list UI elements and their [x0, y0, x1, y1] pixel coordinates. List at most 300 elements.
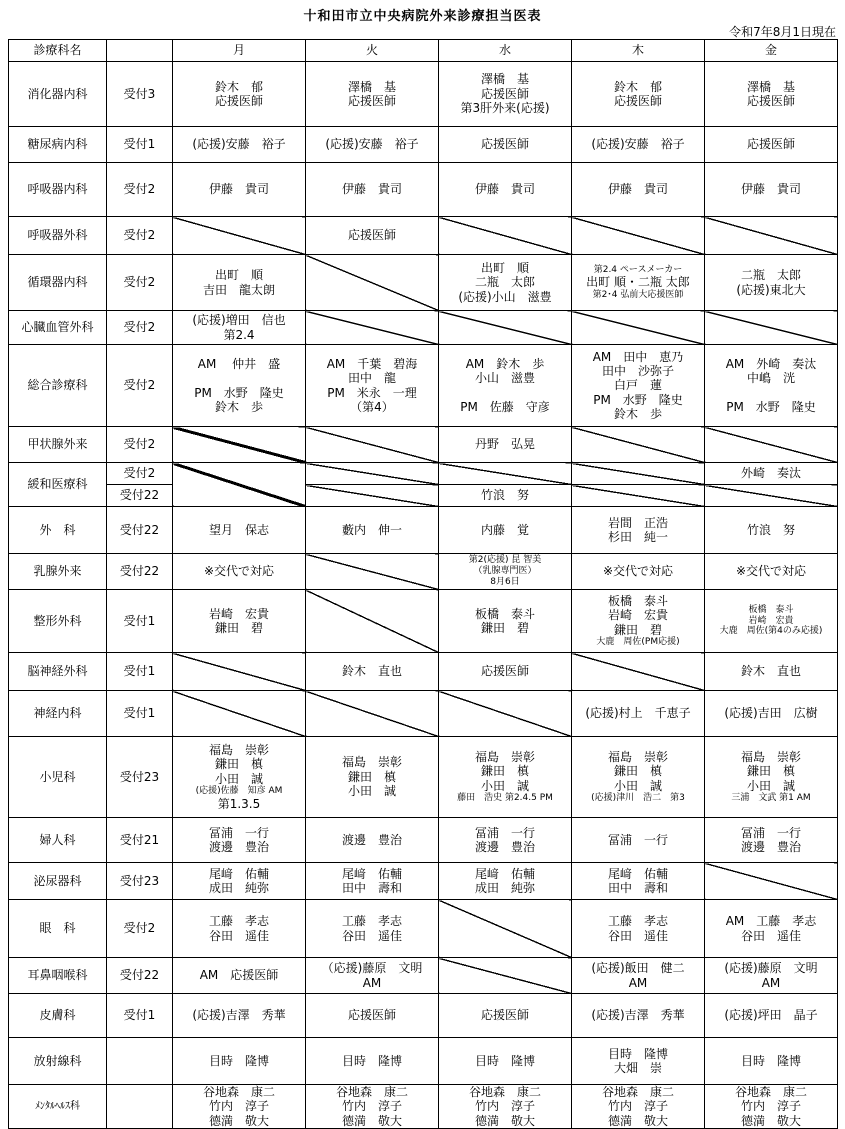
reception-number: 受付1	[107, 691, 173, 737]
doctor-line: (応援)東北大	[736, 282, 806, 297]
doctor-line: 出町 順・二瓶 太郎	[586, 275, 690, 290]
doctor-line: 小山 滋豊	[474, 371, 535, 386]
doctor-cell	[173, 863, 306, 900]
reception-number	[107, 1085, 173, 1129]
doctor-cell	[439, 427, 572, 463]
doctor-line: 岩崎 宏貴	[607, 608, 668, 623]
header-day: 月	[173, 40, 306, 62]
doctor-cell	[173, 994, 306, 1038]
schedule-row	[9, 345, 838, 427]
doctor-cell	[439, 345, 572, 427]
doctor-line: （第4）	[350, 399, 394, 414]
doctor-cell	[306, 863, 439, 900]
header-dept: 診療科名	[9, 40, 107, 62]
reception-number: 受付2	[107, 217, 173, 255]
doctor-cell	[439, 554, 572, 590]
doctor-line: 谷田 遥佳	[341, 928, 402, 943]
header-row	[9, 40, 838, 62]
doctor-line: 応援医師	[480, 86, 529, 101]
doctor-cell	[572, 1085, 705, 1129]
doctor-cell	[705, 127, 838, 163]
schedule-row	[9, 737, 838, 818]
doctor-line: 丹野 弘晃	[474, 437, 535, 452]
doctor-cell	[173, 590, 306, 653]
empty-slot-cell	[173, 217, 306, 255]
doctor-line: 岩間 正浩	[607, 515, 668, 530]
doctor-line: 鎌田 槙	[613, 764, 662, 779]
doctor-cell	[306, 737, 439, 818]
doctor-cell	[439, 1038, 572, 1085]
doctor-line: 出町 順	[214, 268, 263, 283]
doctor-line: AM 仲井 盛	[197, 356, 281, 371]
doctor-line: 二瓶 太郎	[474, 275, 535, 290]
doctor-line: 澤橋 基	[746, 79, 795, 94]
schedule-row	[9, 255, 838, 311]
doctor-line: 小田 誠	[480, 778, 529, 793]
doctor-cell	[705, 463, 838, 485]
doctor-cell	[306, 1038, 439, 1085]
doctor-cell	[572, 127, 705, 163]
doctor-cell	[173, 818, 306, 863]
schedule-row	[9, 62, 838, 127]
schedule-row	[9, 127, 838, 163]
doctor-line: 鈴木 郁	[214, 79, 263, 94]
header-day: 水	[439, 40, 572, 62]
doctor-line: 渡邊 豊治	[208, 840, 269, 854]
doctor-line: 谷地森 康二	[468, 1085, 541, 1099]
doctor-line: 冨浦 一行	[208, 825, 269, 840]
doctor-cell	[572, 691, 705, 737]
empty-slot-cell	[705, 863, 838, 900]
doctor-cell	[306, 507, 439, 554]
department-name: 呼吸器内科	[9, 163, 107, 217]
schedule-row	[9, 590, 838, 653]
doctor-line: 第2･4 弘前大応援医師	[592, 289, 684, 300]
doctor-line: (応援)村上 千恵子	[585, 706, 691, 721]
doctor-line: 第3肝外来(応援)	[460, 101, 550, 116]
doctor-line: 応援医師	[613, 94, 662, 108]
schedule-row	[9, 485, 838, 507]
doctor-line: 鎌田 槙	[214, 757, 263, 772]
department-name: 婦人科	[9, 818, 107, 863]
doctor-line: AM 外崎 奏汰	[725, 356, 817, 371]
doctor-cell	[705, 994, 838, 1038]
doctor-cell	[306, 62, 439, 127]
doctor-line: 吉田 龍太朗	[202, 282, 275, 297]
schedule-row	[9, 1085, 838, 1129]
doctor-line: PM 水野 隆史	[726, 399, 816, 414]
doctor-line: 德満 敬大	[341, 1113, 402, 1128]
doctor-line: ※交代で対応	[203, 564, 275, 579]
doctor-cell	[173, 958, 306, 994]
doctor-line: 德満 敬大	[208, 1113, 269, 1128]
header-recep	[107, 40, 173, 62]
doctor-line: 目時 隆博	[740, 1053, 801, 1068]
doctor-cell	[173, 255, 306, 311]
doctor-line: 鈴木 郁	[613, 79, 662, 94]
doctor-line: 田中 沙弥子	[601, 363, 674, 378]
empty-slot-cell	[173, 691, 306, 737]
doctor-cell	[306, 1085, 439, 1129]
department-name: 呼吸器外科	[9, 217, 107, 255]
doctor-line: AM	[761, 975, 781, 990]
doctor-line: 板橋 泰斗	[474, 606, 535, 621]
doctor-line: 応援医師	[347, 228, 396, 243]
doctor-line	[175, 371, 303, 385]
empty-slot-cell	[572, 485, 705, 507]
empty-slot-cell	[705, 427, 838, 463]
doctor-cell	[572, 345, 705, 427]
reception-number: 受付1	[107, 590, 173, 653]
doctor-line: 応援医師	[214, 94, 263, 108]
doctor-line: 鎌田 碧	[613, 622, 662, 637]
doctor-line: 応援医師	[480, 664, 529, 679]
department-name: 甲状腺外来	[9, 427, 107, 463]
schedule-row	[9, 994, 838, 1038]
doctor-line: 第1.3.5	[217, 796, 261, 811]
doctor-line: 尾﨑 佑輔	[607, 866, 668, 881]
doctor-line: 内藤 覚	[480, 522, 529, 537]
empty-slot-cell	[306, 255, 439, 311]
doctor-cell	[705, 900, 838, 958]
empty-slot-cell	[173, 463, 306, 507]
empty-slot-cell	[572, 311, 705, 345]
empty-slot-cell	[572, 217, 705, 255]
department-name: 総合診療科	[9, 345, 107, 427]
doctor-cell	[173, 900, 306, 958]
reception-number: 受付2	[107, 345, 173, 427]
doctor-cell	[705, 653, 838, 691]
doctor-cell	[705, 62, 838, 127]
doctor-line: 澤橋 基	[347, 79, 396, 94]
department-name: 耳鼻咽喉科	[9, 958, 107, 994]
doctor-line: 第2(応援) 昆 智美	[468, 555, 542, 566]
doctor-line: ※交代で対応	[735, 564, 807, 579]
empty-slot-cell	[306, 463, 439, 485]
doctor-line: 澤橋 基	[480, 72, 529, 87]
schedule-row	[9, 163, 838, 217]
empty-slot-cell	[173, 427, 306, 463]
doctor-line: 鎌田 碧	[480, 621, 529, 635]
doctor-line: 小田 誠	[214, 771, 263, 786]
department-name: 泌尿器科	[9, 863, 107, 900]
doctor-line: 谷地森 康二	[335, 1085, 408, 1099]
doctor-cell	[306, 127, 439, 163]
reception-number: 受付1	[107, 653, 173, 691]
schedule-row	[9, 427, 838, 463]
doctor-line: 目時 隆博	[208, 1053, 269, 1068]
doctor-cell	[572, 737, 705, 818]
empty-slot-cell	[705, 217, 838, 255]
doctor-line: 田中 壽和	[607, 881, 668, 895]
reception-number: 受付23	[107, 737, 173, 818]
department-name: 脳神経外科	[9, 653, 107, 691]
doctor-cell	[439, 994, 572, 1038]
reception-number: 受付22	[107, 485, 173, 507]
doctor-line: PM 米永 一理	[327, 385, 417, 400]
doctor-cell	[705, 691, 838, 737]
department-name: 緩和医療科	[9, 463, 107, 507]
empty-slot-cell	[306, 590, 439, 653]
doctor-line: 小田 誠	[746, 778, 795, 793]
doctor-line: 竹内 淳子	[740, 1099, 801, 1114]
doctor-line: 第2.4 ペースメーカー	[593, 264, 683, 275]
doctor-line: PM 水野 隆史	[194, 385, 284, 400]
schedule-row	[9, 507, 838, 554]
doctor-cell	[439, 737, 572, 818]
doctor-cell	[439, 255, 572, 311]
doctor-line: 応援医師	[347, 94, 396, 108]
doctor-line: 田中 壽和	[341, 881, 402, 895]
doctor-cell	[572, 818, 705, 863]
doctor-line: 福島 崇彰	[208, 742, 269, 757]
doctor-cell	[439, 62, 572, 127]
doctor-line: (応援)吉澤 秀華	[192, 1008, 286, 1023]
doctor-cell	[173, 127, 306, 163]
department-name: 放射線科	[9, 1038, 107, 1085]
doctor-line: (応援)増田 信也	[192, 313, 286, 328]
doctor-line: 成田 純弥	[208, 881, 269, 895]
doctor-line: 竹内 淳子	[607, 1099, 668, 1114]
doctor-line: 竹内 淳子	[341, 1099, 402, 1114]
doctor-line: 竹浪 努	[480, 488, 529, 503]
doctor-cell	[439, 1085, 572, 1129]
doctor-line	[707, 386, 835, 400]
doctor-cell	[572, 62, 705, 127]
doctor-line: 工藤 孝志	[208, 914, 269, 929]
empty-slot-cell	[439, 958, 572, 994]
doctor-cell	[572, 507, 705, 554]
department-name: 循環器内科	[9, 255, 107, 311]
doctor-cell	[705, 1085, 838, 1129]
department-name: 皮膚科	[9, 994, 107, 1038]
doctor-line: 谷地森 康二	[734, 1085, 807, 1099]
doctor-cell	[705, 255, 838, 311]
doctor-line: 出町 順	[480, 260, 529, 275]
doctor-cell	[705, 590, 838, 653]
doctor-line: PM 佐藤 守彦	[460, 399, 550, 414]
department-name: 乳腺外来	[9, 554, 107, 590]
doctor-line: 鈴木 直也	[740, 664, 801, 679]
doctor-line: 田中 龍	[347, 371, 396, 386]
doctor-line: 第2.4	[223, 327, 255, 342]
doctor-cell	[572, 863, 705, 900]
doctor-cell	[439, 653, 572, 691]
doctor-cell	[705, 507, 838, 554]
empty-slot-cell	[306, 427, 439, 463]
empty-slot-cell	[572, 463, 705, 485]
doctor-line: 谷地森 康二	[601, 1085, 674, 1099]
doctor-line: 工藤 孝志	[341, 914, 402, 929]
reception-number: 受付2	[107, 463, 173, 485]
reception-number: 受付2	[107, 900, 173, 958]
empty-slot-cell	[439, 463, 572, 485]
doctor-line: 鎌田 槙	[480, 764, 529, 779]
department-name: 消化器内科	[9, 62, 107, 127]
doctor-cell	[173, 1085, 306, 1129]
schedule-row	[9, 311, 838, 345]
doctor-cell	[572, 900, 705, 958]
empty-slot-cell	[705, 311, 838, 345]
empty-slot-cell	[439, 311, 572, 345]
doctor-line: 德満 敬大	[474, 1113, 535, 1128]
page-title: 十和田市立中央病院外来診療担当医表	[303, 9, 542, 24]
empty-slot-cell	[306, 311, 439, 345]
doctor-line: （応援)藤原 文明	[321, 961, 423, 976]
doctor-line: 伊藤 貴司	[740, 182, 801, 197]
empty-slot-cell	[572, 427, 705, 463]
doctor-cell	[306, 900, 439, 958]
doctor-line: (応援)安藤 裕子	[591, 137, 685, 152]
doctor-line: 伊藤 貴司	[474, 182, 535, 197]
doctor-line: 谷田 遥佳	[208, 928, 269, 943]
doctor-line: (応援)安藤 裕子	[325, 137, 419, 152]
doctor-cell	[306, 653, 439, 691]
reception-number: 受付2	[107, 311, 173, 345]
doctor-line: 二瓶 太郎	[740, 268, 801, 283]
department-name: 心臓血管外科	[9, 311, 107, 345]
empty-slot-cell	[306, 554, 439, 590]
header-day: 木	[572, 40, 705, 62]
schedule-row	[9, 463, 838, 485]
department-name: 神経内科	[9, 691, 107, 737]
empty-slot-cell	[439, 691, 572, 737]
doctor-line: 伊藤 貴司	[607, 182, 668, 197]
doctor-line: 德満 敬大	[740, 1113, 801, 1128]
doctor-line: 竹内 淳子	[474, 1099, 535, 1114]
doctor-cell	[306, 163, 439, 217]
doctor-line: 谷地森 康二	[202, 1085, 275, 1099]
doctor-line: 福島 崇彰	[740, 750, 801, 765]
reception-number: 受付3	[107, 62, 173, 127]
doctor-cell	[705, 1038, 838, 1085]
doctor-cell	[572, 163, 705, 217]
reception-number: 受付22	[107, 507, 173, 554]
schedule-row	[9, 653, 838, 691]
empty-slot-cell	[705, 485, 838, 507]
doctor-cell	[705, 958, 838, 994]
doctor-line: (応援)小山 滋豊	[458, 289, 552, 304]
doctor-line: AM 応援医師	[199, 968, 279, 983]
doctor-line: (応援)坪田 晶子	[724, 1008, 818, 1023]
doctor-line: （乳腺専門医）	[473, 566, 537, 577]
doctor-line: 小田 誠	[613, 778, 662, 793]
doctor-line: 鈴木 直也	[341, 664, 402, 679]
doctor-line: 德満 敬大	[607, 1113, 668, 1128]
doctor-line: 渡邊 豊治	[341, 832, 402, 847]
header-day: 金	[705, 40, 838, 62]
doctor-cell	[572, 554, 705, 590]
department-name: ﾒﾝﾀﾙﾍﾙｽ科	[9, 1085, 107, 1129]
doctor-line: 鈴木 歩	[613, 407, 662, 422]
schedule-row	[9, 554, 838, 590]
doctor-line	[441, 386, 569, 400]
doctor-line: 谷田 遥佳	[740, 928, 801, 943]
doctor-line: 渡邊 豊治	[740, 840, 801, 854]
department-name: 外 科	[9, 507, 107, 554]
doctor-cell	[439, 590, 572, 653]
doctor-line: AM	[628, 975, 648, 990]
doctor-line: 目時 隆博	[474, 1053, 535, 1068]
doctor-line: 中嶋 洸	[746, 371, 795, 386]
doctor-line: 目時 隆博	[341, 1053, 402, 1068]
empty-slot-cell	[439, 217, 572, 255]
doctor-line: 藤田 浩史 第2.4.5 PM	[457, 793, 553, 804]
header-day: 火	[306, 40, 439, 62]
reception-number: 受付22	[107, 958, 173, 994]
doctor-line: (応援)安藤 裕子	[192, 137, 286, 152]
doctor-line: 杉田 純一	[607, 530, 668, 544]
doctor-line: 岩崎 宏貴	[748, 615, 794, 626]
doctor-line: 岩崎 宏貴	[208, 606, 269, 621]
empty-slot-cell	[173, 653, 306, 691]
doctor-cell	[306, 818, 439, 863]
doctor-line: 大畑 崇	[613, 1061, 662, 1075]
doctor-line: 応援医師	[480, 1008, 529, 1023]
doctor-line: 伊藤 貴司	[208, 182, 269, 197]
doctor-cell	[705, 818, 838, 863]
doctor-line: 福島 崇彰	[607, 750, 668, 765]
doctor-line: 応援医師	[347, 1008, 396, 1023]
doctor-line: AM 鈴木 歩	[465, 356, 545, 371]
department-name: 糖尿病内科	[9, 127, 107, 163]
doctor-line: 板橋 泰斗	[748, 604, 794, 615]
doctor-line: 藪内 伸一	[341, 522, 402, 537]
doctor-cell	[439, 485, 572, 507]
doctor-line: 8月6日	[490, 576, 520, 587]
doctor-line: 伊藤 貴司	[341, 182, 402, 197]
doctor-cell	[306, 345, 439, 427]
doctor-cell	[173, 1038, 306, 1085]
reception-number	[107, 1038, 173, 1085]
doctor-line: 小田 誠	[347, 784, 396, 799]
doctor-line: 福島 崇彰	[341, 755, 402, 770]
doctor-cell	[705, 737, 838, 818]
doctor-line: 工藤 孝志	[607, 914, 668, 929]
doctor-cell	[572, 255, 705, 311]
doctor-line: PM 水野 隆史	[593, 392, 683, 407]
doctor-line: AM 工藤 孝志	[725, 914, 817, 929]
doctor-cell	[173, 311, 306, 345]
doctor-cell	[572, 994, 705, 1038]
doctor-line: 三浦 文武 第1 AM	[731, 793, 811, 804]
doctor-line: 冨浦 一行	[607, 832, 668, 847]
doctor-line: 鎌田 槙	[347, 769, 396, 784]
empty-slot-cell	[572, 653, 705, 691]
doctor-line: (応援)飯田 健二	[591, 961, 685, 976]
doctor-line: (応援)藤原 文明	[724, 961, 818, 976]
doctor-line: 尾﨑 佑輔	[341, 866, 402, 881]
schedule-row	[9, 900, 838, 958]
doctor-line: AM	[362, 975, 382, 990]
department-name: 整形外科	[9, 590, 107, 653]
reception-number: 受付1	[107, 994, 173, 1038]
doctor-line: 板橋 泰斗	[607, 594, 668, 609]
doctor-cell	[572, 958, 705, 994]
reception-number: 受付23	[107, 863, 173, 900]
as-of-date: 令和7年8月1日現在	[729, 25, 836, 39]
doctor-cell	[173, 345, 306, 427]
doctor-line: 成田 純弥	[474, 881, 535, 895]
doctor-line: 冨浦 一行	[740, 825, 801, 840]
reception-number: 受付22	[107, 554, 173, 590]
schedule-row	[9, 1038, 838, 1085]
doctor-line: (応援)吉田 広樹	[724, 706, 818, 721]
doctor-line: 目時 隆博	[607, 1046, 668, 1061]
doctor-cell	[173, 554, 306, 590]
doctor-line: 外崎 奏汰	[740, 466, 801, 481]
doctor-cell	[439, 507, 572, 554]
